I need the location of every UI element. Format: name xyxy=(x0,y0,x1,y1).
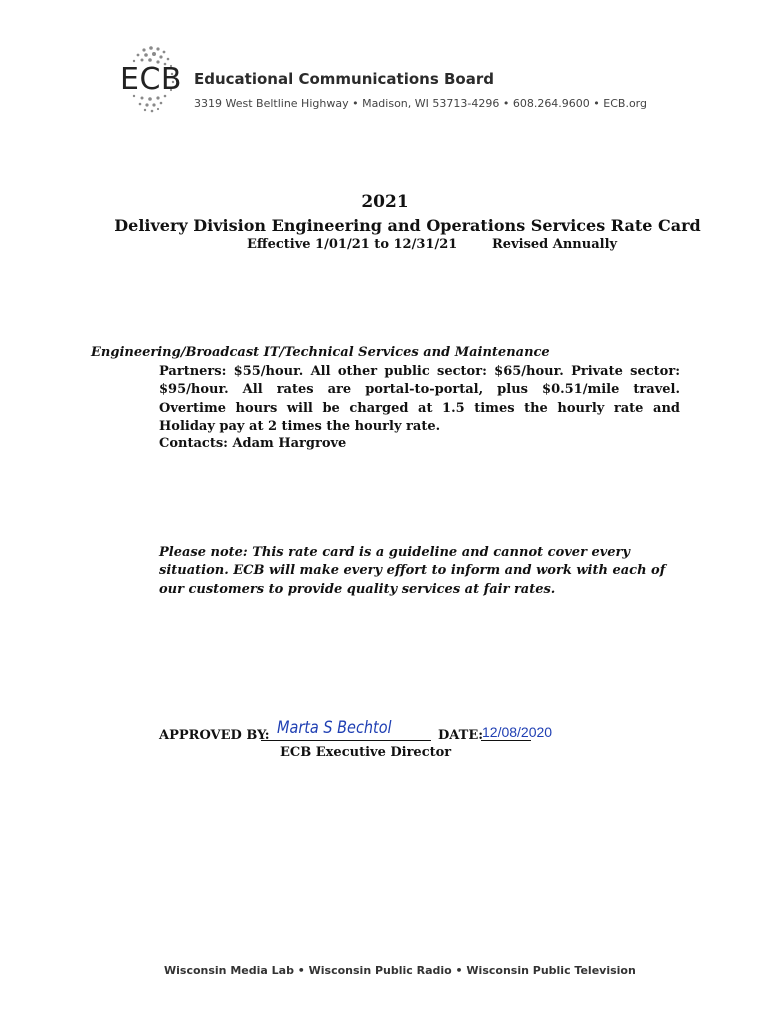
footer-affiliates: Wisconsin Media Lab • Wisconsin Public Radio • Wisconsin Public Television xyxy=(164,964,636,977)
signature: Marta S Bechtol xyxy=(277,718,392,738)
organization-name: Educational Communications Board xyxy=(194,70,494,88)
date-label: DATE: xyxy=(438,728,484,743)
revision-note: Revised Annually xyxy=(492,237,618,252)
signer-title: ECB Executive Director xyxy=(280,745,452,760)
date-value: 12/08/2020 xyxy=(482,724,553,740)
section-contacts: Contacts: Adam Hargrove xyxy=(159,436,347,451)
effective-dates: Effective 1/01/21 to 12/31/21 xyxy=(247,237,458,252)
guideline-note: Please note: This rate card is a guideline and cannot cover every situation. ECB will make every effort to inform and work with each of our customers to provide quality services at fair rates. xyxy=(159,545,666,597)
signature-line xyxy=(261,740,431,741)
approved-by-label: APPROVED BY: xyxy=(159,728,270,743)
date-line xyxy=(481,740,531,741)
ecb-logo xyxy=(112,44,192,114)
organization-address: 3319 West Beltline Highway • Madison, WI 53713-4296 • 608.264.9600 • ECB.org xyxy=(194,97,647,110)
rate-card-year: 2021 xyxy=(361,192,409,212)
section-body: Partners: $55/hour. All other public sector: $65/hour. Private sector: $95/hour. All rates are portal-to-portal, plus $0.51/mile travel. Overtime hours will be charged at 1.5 times the hourly rate and Holiday pay at 2 times the hourly rate. xyxy=(159,364,680,434)
logo-letters: ECB xyxy=(120,62,182,97)
document-title: Delivery Division Engineering and Operations Services Rate Card xyxy=(114,216,701,235)
section-heading: Engineering/Broadcast IT/Technical Services and Maintenance xyxy=(91,345,550,360)
